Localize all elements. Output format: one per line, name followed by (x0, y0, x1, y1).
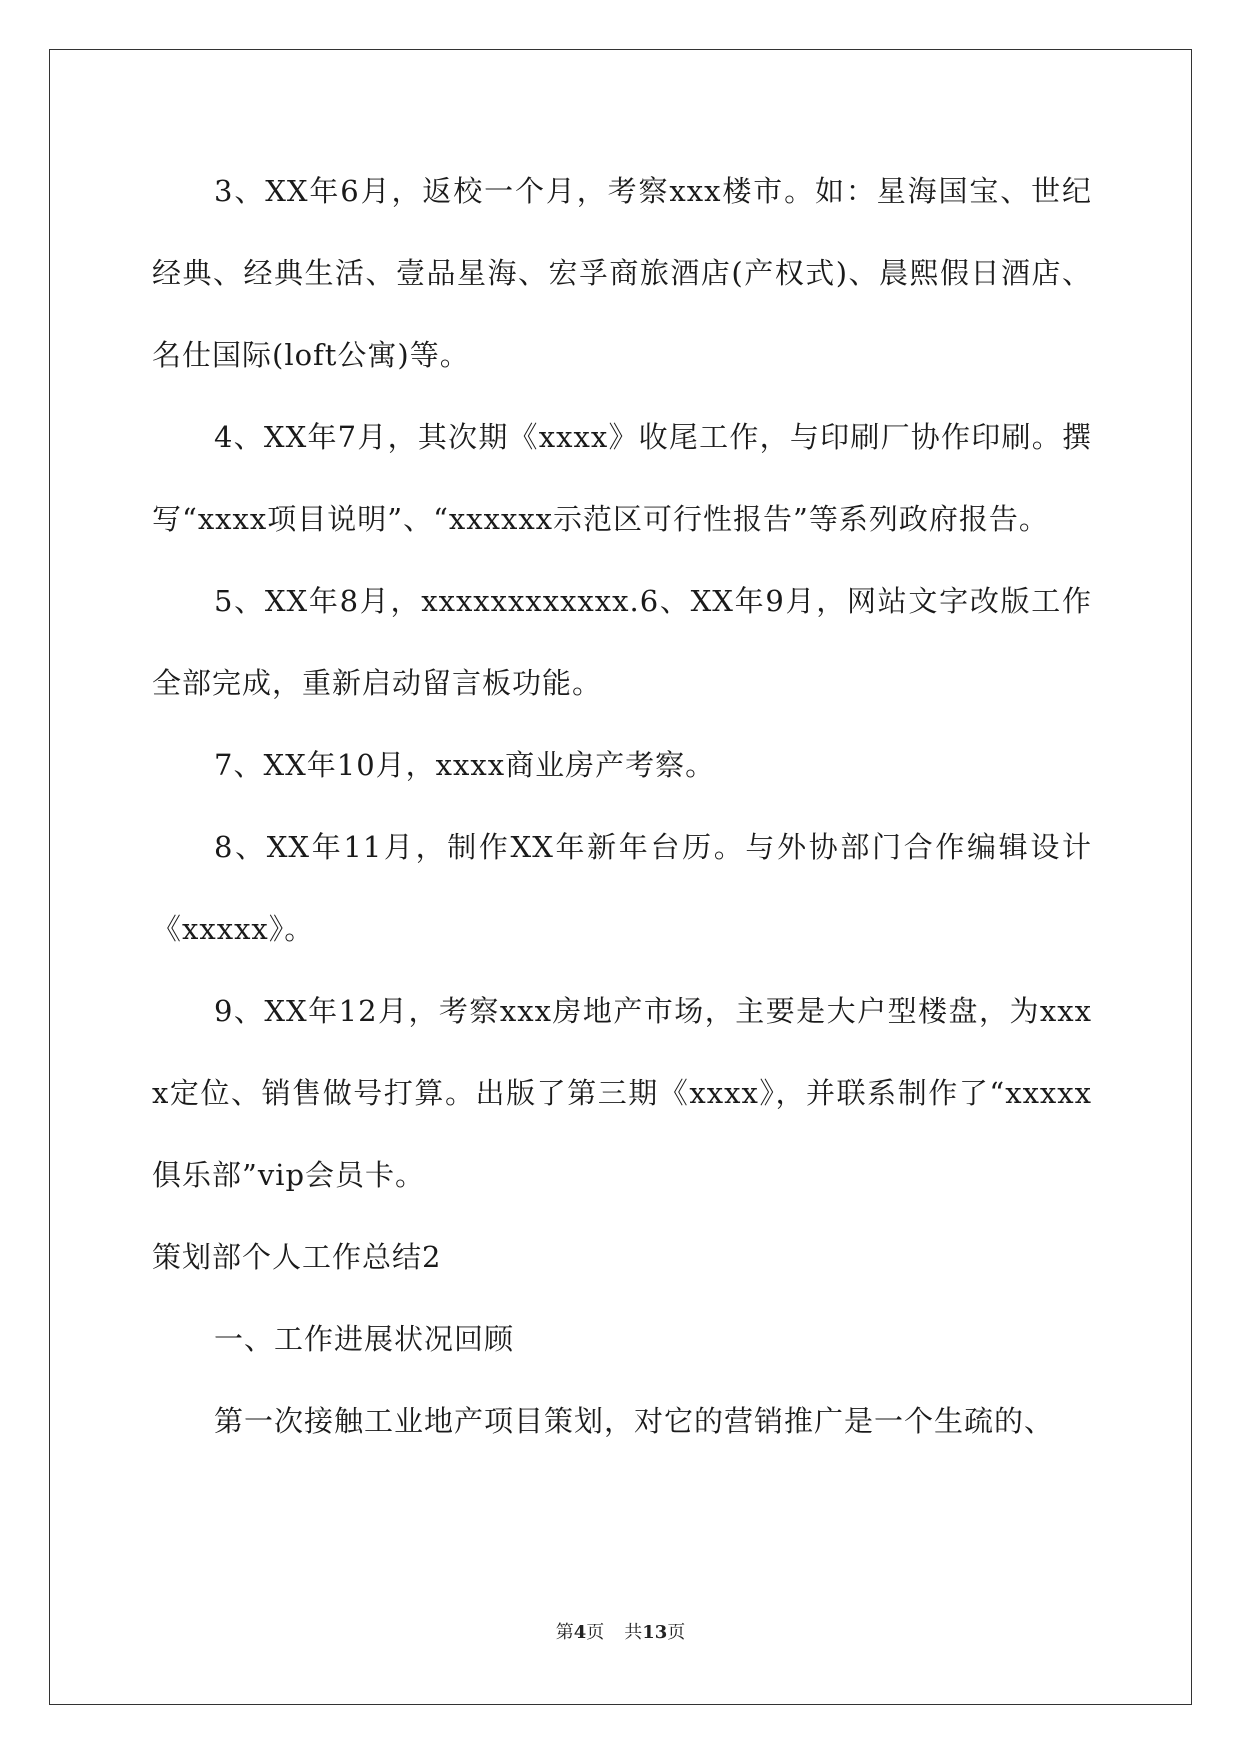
subsection-heading: 一、工作进展状况回顾 (214, 1322, 515, 1356)
total-prefix: 共 (624, 1622, 643, 1643)
paragraph-item-4: 4、XX年7月，其次期《xxxx》收尾工作，与印刷厂协作印刷。撰写“xxxx项目说明”、“xxxxxx示范区可行性报告”等系列政府报告。 (152, 420, 1092, 536)
page-suffix: 页 (586, 1622, 605, 1643)
page-total: 13 (642, 1622, 668, 1643)
paragraph-item-8: 8、XX年11月，制作XX年新年台历。与外协部门合作编辑设计《xxxxx》。 (152, 830, 1092, 946)
paragraph-item-9: 9、XX年12月，考察xxx房地产市场，主要是大户型楼盘，为xxxx定位、销售做号打算。出版了第三期《xxxx》，并联系制作了“xxxxx俱乐部”vip会员卡。 (152, 994, 1092, 1192)
paragraph-item-5: 5、XX年8月，xxxxxxxxxxxx.6、XX年9月，网站文字改版工作全部完成，重新启动留言板功能。 (152, 584, 1092, 700)
total-suffix: 页 (667, 1622, 686, 1643)
paragraph-intro: 第一次接触工业地产项目策划，对它的营销推广是一个生疏的、 (214, 1404, 1055, 1438)
paragraph-item-7: 7、XX年10月，xxxx商业房产考察。 (214, 748, 716, 782)
page-prefix: 第 (555, 1622, 574, 1643)
paragraph-item-3: 3、XX年6月，返校一个月，考察xxx楼市。如：星海国宝、世纪经典、经典生活、壹品星海、宏孚商旅酒店(产权式)、晨熙假日酒店、名仕国际(loft公寓)等。 (152, 174, 1092, 372)
page-footer (0, 1618, 1241, 1644)
document-body (152, 150, 1092, 1462)
section-heading: 策划部个人工作总结2 (152, 1240, 442, 1274)
page-current: 4 (573, 1622, 587, 1643)
